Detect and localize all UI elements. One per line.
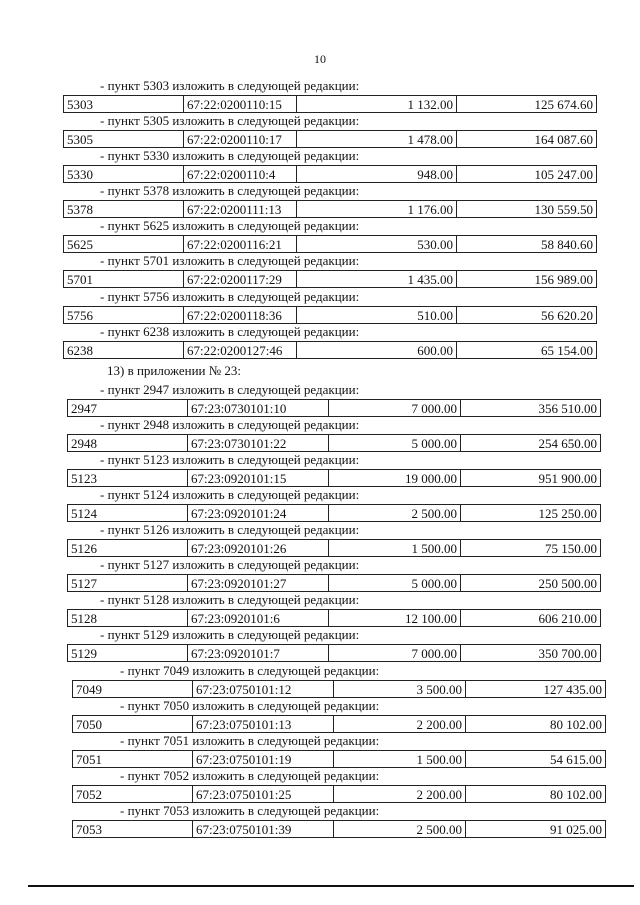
- entry-caption: - пункт 7049 изложить в следующей редакции:: [120, 662, 380, 678]
- table-row: [67, 539, 601, 557]
- area-cell: 1 500.00: [334, 751, 466, 767]
- area-cell: 5 000.00: [329, 435, 461, 451]
- entry-caption: - пункт 2947 изложить в следующей редакции:: [100, 381, 360, 397]
- appendix-22-entries: [0, 79, 640, 360]
- entry-caption: - пункт 5701 изложить в следующей редакции:: [100, 253, 360, 269]
- entry-caption: - пункт 5127 изложить в следующей редакции:: [100, 557, 360, 573]
- entry-block: [0, 325, 640, 360]
- value-cell: 130 559.50: [534, 202, 593, 218]
- entry-caption: - пункт 5123 изложить в следующей редакции:: [100, 451, 360, 467]
- entry-block: [0, 418, 640, 453]
- entry-caption: - пункт 7050 изложить в следующей редакции:: [120, 697, 380, 713]
- table-row: [63, 341, 597, 359]
- entry-block: [0, 593, 640, 628]
- page-number: 10: [314, 52, 326, 66]
- area-cell: 1 435.00: [297, 271, 457, 287]
- cadastral-number-cell: 67:23:0920101:7: [188, 645, 329, 661]
- value-cell: 606 210.00: [538, 611, 597, 627]
- entry-caption: - пункт 5126 изложить в следующей редакции:: [100, 522, 360, 538]
- cadastral-number-cell: 67:23:0920101:26: [188, 540, 329, 556]
- entry-block: [0, 488, 640, 523]
- entry-block: [0, 664, 640, 699]
- entry-block: [0, 734, 640, 769]
- appendix-23-entries-a: [0, 383, 640, 664]
- entry-caption: - пункт 5305 изложить в следующей редакции:: [100, 113, 360, 129]
- area-cell: 7 000.00: [329, 645, 461, 661]
- entry-caption: - пункт 5129 изложить в следующей редакции:: [100, 627, 360, 643]
- cadastral-number-cell: 67:22:0200110:4: [184, 166, 297, 182]
- item-number-cell: 5124: [68, 505, 188, 521]
- entry-caption: - пункт 5128 изложить в следующей редакции:: [100, 592, 360, 608]
- item-number-cell: 7051: [73, 751, 193, 767]
- item-number-cell: 2948: [68, 435, 188, 451]
- value-cell: 105 247.00: [534, 167, 593, 183]
- value-cell: 125 250.00: [538, 506, 597, 522]
- cadastral-number-cell: 67:23:0750101:13: [193, 716, 334, 732]
- entry-block: [0, 149, 640, 184]
- value-cell: 164 087.60: [534, 132, 593, 148]
- item-number-cell: 5378: [64, 201, 184, 217]
- value-cell: 350 700.00: [538, 646, 597, 662]
- cadastral-number-cell: 67:23:0920101:6: [188, 610, 329, 626]
- table-row: [63, 306, 597, 324]
- cadastral-number-cell: 67:23:0920101:15: [188, 470, 329, 486]
- entry-caption: - пункт 5756 изложить в следующей редакции:: [100, 288, 360, 304]
- item-number-cell: 5126: [68, 540, 188, 556]
- cadastral-number-cell: 67:23:0750101:25: [193, 786, 334, 802]
- area-cell: 2 200.00: [334, 786, 466, 802]
- area-cell: 12 100.00: [329, 610, 461, 626]
- table-row: [67, 399, 601, 417]
- area-cell: 5 000.00: [329, 575, 461, 591]
- value-cell: 54 615.00: [550, 751, 602, 767]
- cadastral-number-cell: 67:23:0750101:12: [193, 681, 334, 697]
- value-cell: 125 674.60: [534, 97, 593, 112]
- item-number-cell: 5123: [68, 470, 188, 486]
- appendix-23-entries-b: [0, 664, 640, 839]
- value-cell: 75 150.00: [545, 541, 597, 557]
- table-row: [63, 200, 597, 218]
- value-cell: 91 025.00: [550, 821, 602, 837]
- entry-caption: - пункт 6238 изложить в следующей редакции:: [100, 323, 360, 339]
- area-cell: 3 500.00: [334, 681, 466, 697]
- item-number-cell: 5129: [68, 645, 188, 661]
- table-row: [63, 95, 597, 113]
- footer-rule: [28, 885, 634, 887]
- entry-block: [0, 219, 640, 254]
- cadastral-number-cell: 67:23:0920101:24: [188, 505, 329, 521]
- table-row: [67, 504, 601, 522]
- value-cell: 56 620.20: [541, 307, 593, 323]
- entry-caption: - пункт 5124 изложить в следующей редакции:: [100, 487, 360, 503]
- item-number-cell: 5756: [64, 307, 184, 323]
- entry-block: [0, 453, 640, 488]
- table-row: [63, 165, 597, 183]
- entry-block: [0, 114, 640, 149]
- entry-block: [0, 628, 640, 663]
- entry-block: [0, 699, 640, 734]
- entry-block: [0, 184, 640, 219]
- value-cell: 356 510.00: [538, 400, 597, 416]
- cadastral-number-cell: 67:23:0730101:10: [188, 400, 329, 416]
- value-cell: 250 500.00: [538, 576, 597, 592]
- table-row: [63, 235, 597, 253]
- item-number-cell: 7050: [73, 716, 193, 732]
- value-cell: 65 154.00: [541, 342, 593, 358]
- value-cell: 156 989.00: [534, 272, 593, 288]
- area-cell: 1 176.00: [297, 201, 457, 217]
- value-cell: 254 650.00: [538, 435, 597, 451]
- cadastral-number-cell: 67:22:0200117:29: [184, 271, 297, 287]
- area-cell: 600.00: [297, 342, 457, 358]
- area-cell: 2 500.00: [334, 821, 466, 837]
- table-row: [67, 469, 601, 487]
- area-cell: 2 200.00: [334, 716, 466, 732]
- cadastral-number-cell: 67:23:0750101:39: [193, 821, 334, 837]
- entry-caption: - пункт 2948 изложить в следующей редакции:: [100, 416, 360, 432]
- entry-block: [0, 769, 640, 804]
- entry-caption: - пункт 5303 изложить в следующей редакции:: [100, 78, 360, 93]
- item-number-cell: 5128: [68, 610, 188, 626]
- value-cell: 80 102.00: [550, 716, 602, 732]
- table-row: [67, 434, 601, 452]
- area-cell: 1 478.00: [297, 131, 457, 147]
- item-number-cell: 5701: [64, 271, 184, 287]
- appendix-heading-text: 13) в приложении № 23:: [107, 362, 242, 378]
- entry-block: [0, 254, 640, 289]
- item-number-cell: 5625: [64, 236, 184, 252]
- cadastral-number-cell: 67:22:0200127:46: [184, 342, 297, 358]
- area-cell: 19 000.00: [329, 470, 461, 486]
- item-number-cell: 7053: [73, 821, 193, 837]
- area-cell: 1 500.00: [329, 540, 461, 556]
- item-number-cell: 5303: [64, 96, 184, 112]
- item-number-cell: 5127: [68, 575, 188, 591]
- table-row: [67, 644, 601, 662]
- entry-caption: - пункт 7051 изложить в следующей редакции:: [120, 732, 380, 748]
- area-cell: 530.00: [297, 236, 457, 252]
- appendix-heading: [0, 360, 640, 383]
- entry-caption: - пункт 7052 изложить в следующей редакции:: [120, 767, 380, 783]
- area-cell: 2 500.00: [329, 505, 461, 521]
- area-cell: 7 000.00: [329, 400, 461, 416]
- document-body: [0, 79, 640, 839]
- entry-block: [0, 558, 640, 593]
- table-row: [63, 270, 597, 288]
- table-row: [67, 609, 601, 627]
- cadastral-number-cell: 67:22:0200116:21: [184, 236, 297, 252]
- area-cell: 1 132.00: [297, 96, 457, 112]
- item-number-cell: 5305: [64, 131, 184, 147]
- entry-caption: - пункт 5625 изложить в следующей редакции:: [100, 218, 360, 234]
- entry-block: [0, 290, 640, 325]
- item-number-cell: 6238: [64, 342, 184, 358]
- value-cell: 80 102.00: [550, 786, 602, 802]
- entry-block: [0, 383, 640, 418]
- item-number-cell: 5330: [64, 166, 184, 182]
- entry-caption: - пункт 5378 изложить в следующей редакции:: [100, 183, 360, 199]
- table-row: [72, 785, 606, 803]
- cadastral-number-cell: 67:23:0920101:27: [188, 575, 329, 591]
- cadastral-number-cell: 67:22:0200118:36: [184, 307, 297, 323]
- value-cell: 951 900.00: [538, 470, 597, 486]
- entry-block: [0, 523, 640, 558]
- entry-block: [0, 79, 640, 114]
- value-cell: 58 840.60: [541, 237, 593, 253]
- table-row: [72, 680, 606, 698]
- item-number-cell: 7049: [73, 681, 193, 697]
- cadastral-number-cell: 67:22:0200111:13: [184, 201, 297, 217]
- cadastral-number-cell: 67:23:0730101:22: [188, 435, 329, 451]
- area-cell: 510.00: [297, 307, 457, 323]
- table-row: [72, 750, 606, 768]
- value-cell: 127 435.00: [543, 681, 602, 697]
- area-cell: 948.00: [297, 166, 457, 182]
- table-row: [67, 574, 601, 592]
- entry-caption: - пункт 7053 изложить в следующей редакции:: [120, 802, 380, 818]
- entry-block: [0, 804, 640, 839]
- table-row: [72, 715, 606, 733]
- cadastral-number-cell: 67:23:0750101:19: [193, 751, 334, 767]
- table-row: [63, 130, 597, 148]
- table-row: [72, 820, 606, 838]
- cadastral-number-cell: 67:22:0200110:15: [184, 96, 297, 112]
- item-number-cell: 2947: [68, 400, 188, 416]
- item-number-cell: 7052: [73, 786, 193, 802]
- cadastral-number-cell: 67:22:0200110:17: [184, 131, 297, 147]
- entry-caption: - пункт 5330 изложить в следующей редакции:: [100, 148, 360, 164]
